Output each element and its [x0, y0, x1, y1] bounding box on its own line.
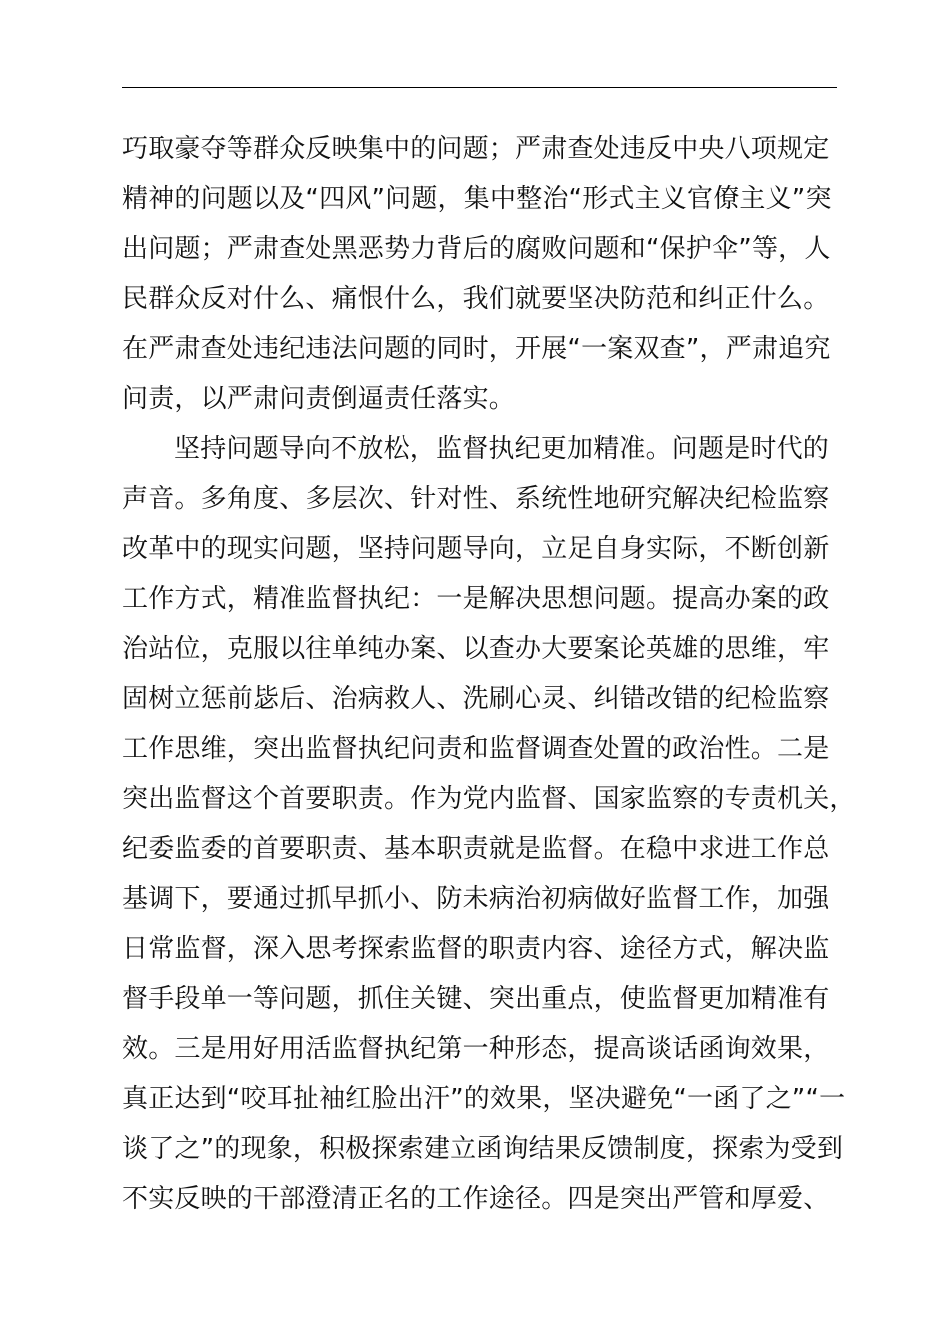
body-text [122, 124, 862, 1224]
text-line: 督手段单一等问题，抓住关键、突出重点，使监督更加精准有 [122, 984, 830, 1014]
text-line: 谈了之”的现象，积极探索建立函询结果反馈制度，探索为受到 [122, 1134, 844, 1164]
text-line: 日常监督，深入思考探索监督的职责内容、途径方式，解决监 [122, 934, 830, 964]
text-line: 出问题；严肃查处黑恶势力背后的腐败问题和“保护伞”等，人 [122, 234, 831, 264]
text-line: 基调下，要通过抓早抓小、防未病治初病做好监督工作，加强 [122, 884, 830, 914]
text-line: 问责，以严肃问责倒逼责任落实。 [122, 384, 516, 414]
text-line: 纪委监委的首要职责、基本职责就是监督。在稳中求进工作总 [122, 834, 830, 864]
text-line: 声音。多角度、多层次、针对性、系统性地研究解决纪检监察 [122, 484, 830, 514]
text-line: 固树立惩前毖后、治病救人、洗刷心灵、纠错改错的纪检监察 [122, 684, 830, 714]
paragraph-start-line: 坚持问题导向不放松，监督执纪更加精准。问题是时代的 [174, 434, 830, 464]
text-line: 效。三是用好用活监督执纪第一种形态，提高谈话函询效果， [122, 1034, 830, 1064]
text-line: 工作方式，精准监督执纪：一是解决思想问题。提高办案的政 [122, 584, 830, 614]
text-line: 巧取豪夺等群众反映集中的问题；严肃查处违反中央八项规定 [122, 134, 830, 164]
text-line: 真正达到“咬耳扯袖红脸出汗”的效果，坚决避免“一函了之”“一 [122, 1084, 846, 1114]
header-rule [122, 87, 837, 88]
text-line: 民群众反对什么、痛恨什么，我们就要坚决防范和纠正什么。 [122, 284, 830, 314]
text-line: 治站位，克服以往单纯办案、以查办大要案论英雄的思维，牢 [122, 634, 830, 664]
text-line: 工作思维，突出监督执纪问责和监督调查处置的政治性。二是 [122, 734, 830, 764]
text-line: 改革中的现实问题，坚持问题导向，立足自身实际，不断创新 [122, 534, 830, 564]
text-line: 突出监督这个首要职责。作为党内监督、国家监察的专责机关， [122, 784, 856, 814]
text-line: 不实反映的干部澄清正名的工作途径。四是突出严管和厚爱、 [122, 1184, 830, 1214]
text-line: 精神的问题以及“四风”问题，集中整治“形式主义官僚主义”突 [122, 184, 832, 214]
text-line: 在严肃查处违纪违法问题的同时，开展“一案双查”，严肃追究 [122, 334, 831, 364]
